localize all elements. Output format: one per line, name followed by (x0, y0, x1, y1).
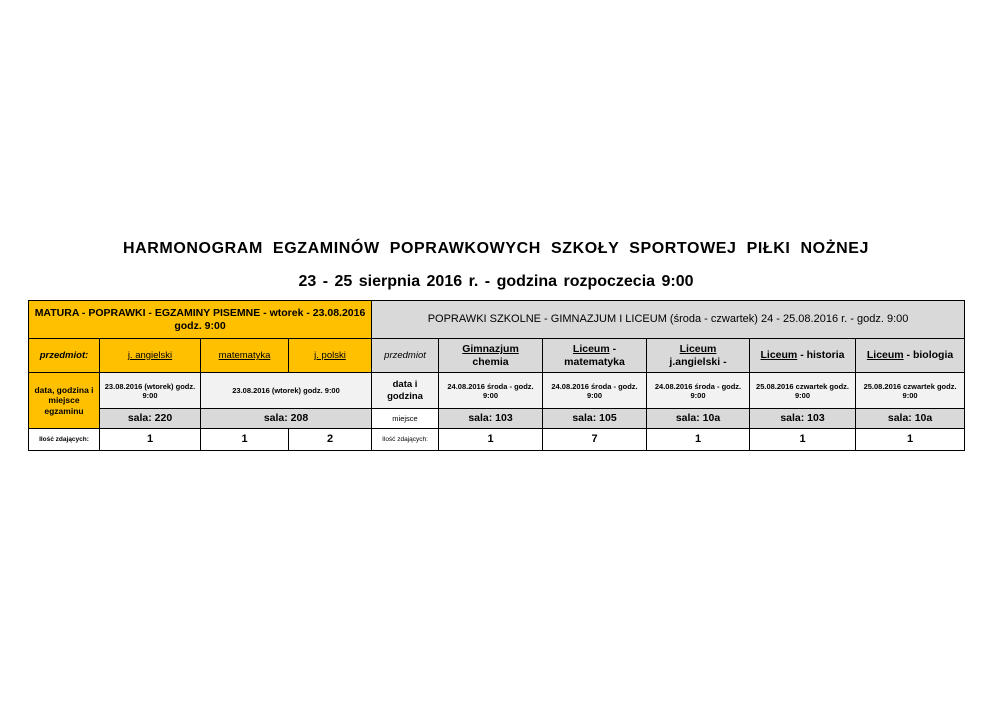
school-count-1: 1 (439, 429, 543, 451)
school-date-2: 24.08.2016 środa - godz. 9:00 (543, 373, 647, 409)
school-date-5: 25.08.2016 czwartek godz. 9:00 (856, 373, 965, 409)
school-count-2: 7 (543, 429, 647, 451)
matura-subject-math: matematyka (201, 339, 289, 373)
school-name: Gimnazjum (462, 342, 519, 355)
school-name: Liceum (679, 342, 717, 355)
subject-name: - historia (800, 349, 845, 362)
school-subject-3 (647, 339, 750, 373)
header-row (29, 301, 965, 339)
subject-name: j.angielski - (669, 355, 727, 368)
matura-subject-english: j. angielski (100, 339, 201, 373)
school-name: Liceum (760, 349, 798, 362)
school-room-3: sala: 10a (647, 409, 750, 429)
matura-count-english: 1 (100, 429, 201, 451)
school-date-3: 24.08.2016 środa - godz. 9:00 (647, 373, 750, 409)
school-count-label: Ilość zdających: (372, 429, 439, 451)
matura-date-math-polish: 23.08.2016 (wtorek) godz. 9:00 (201, 373, 372, 409)
school-subject-5 (856, 339, 965, 373)
school-room-2: sala: 105 (543, 409, 647, 429)
subject-row (29, 339, 965, 373)
count-row (29, 429, 965, 451)
matura-subject-polish: j. polski (289, 339, 372, 373)
document-subtitle: 23 - 25 sierpnia 2016 r. - godzina rozpoczecia 9:00 (298, 273, 694, 290)
school-room-label: miejsce (372, 409, 439, 429)
matura-count-label: Ilość zdających: (29, 429, 100, 451)
document-title: HARMONOGRAM EGZAMINÓW POPRAWKOWYCH SZKOŁY SPORTOWEJ PIŁKI NOŻNEJ (122, 240, 870, 257)
schedule-table (28, 300, 965, 451)
matura-header: MATURA - POPRAWKI - EGZAMINY PISEMNE - wtorek - 23.08.2016 godz. 9:00 (29, 301, 372, 339)
school-name: Liceum (572, 342, 610, 355)
school-subject-4 (750, 339, 856, 373)
school-date-1: 24.08.2016 środa - godz. 9:00 (439, 373, 543, 409)
room-row (29, 409, 965, 429)
school-header: POPRAWKI SZKOLNE - GIMNAZJUM I LICEUM (środa - czwartek) 24 - 25.08.2016 r. - godz. 9:00 (372, 301, 965, 339)
matura-room-english: sala: 220 (100, 409, 201, 429)
subject-name: matematyka (564, 355, 625, 368)
matura-subject-label: przedmiot: (29, 339, 100, 373)
school-room-1: sala: 103 (439, 409, 543, 429)
school-room-4: sala: 103 (750, 409, 856, 429)
school-name: Liceum (866, 349, 904, 362)
subject-name: chemia (472, 355, 509, 368)
date-row (29, 373, 965, 409)
school-subject-label: przedmiot (372, 339, 439, 373)
school-subject-2: Liceum - matematyka (543, 339, 647, 373)
subject-name: - biologia (906, 349, 954, 362)
school-date-4: 25.08.2016 czwartek godz. 9:00 (750, 373, 856, 409)
matura-date-label: data, godzina i miejsce egzaminu (29, 373, 100, 429)
school-count-5: 1 (856, 429, 965, 451)
matura-date-english: 23.08.2016 (wtorek) godz. 9:00 (100, 373, 201, 409)
matura-count-math: 1 (201, 429, 289, 451)
matura-room-math-polish: sala: 208 (201, 409, 372, 429)
school-room-5: sala: 10a (856, 409, 965, 429)
school-count-4: 1 (750, 429, 856, 451)
matura-count-polish: 2 (289, 429, 372, 451)
school-subject-1 (439, 339, 543, 373)
school-date-label: data i godzina (372, 373, 439, 409)
school-count-3: 1 (647, 429, 750, 451)
